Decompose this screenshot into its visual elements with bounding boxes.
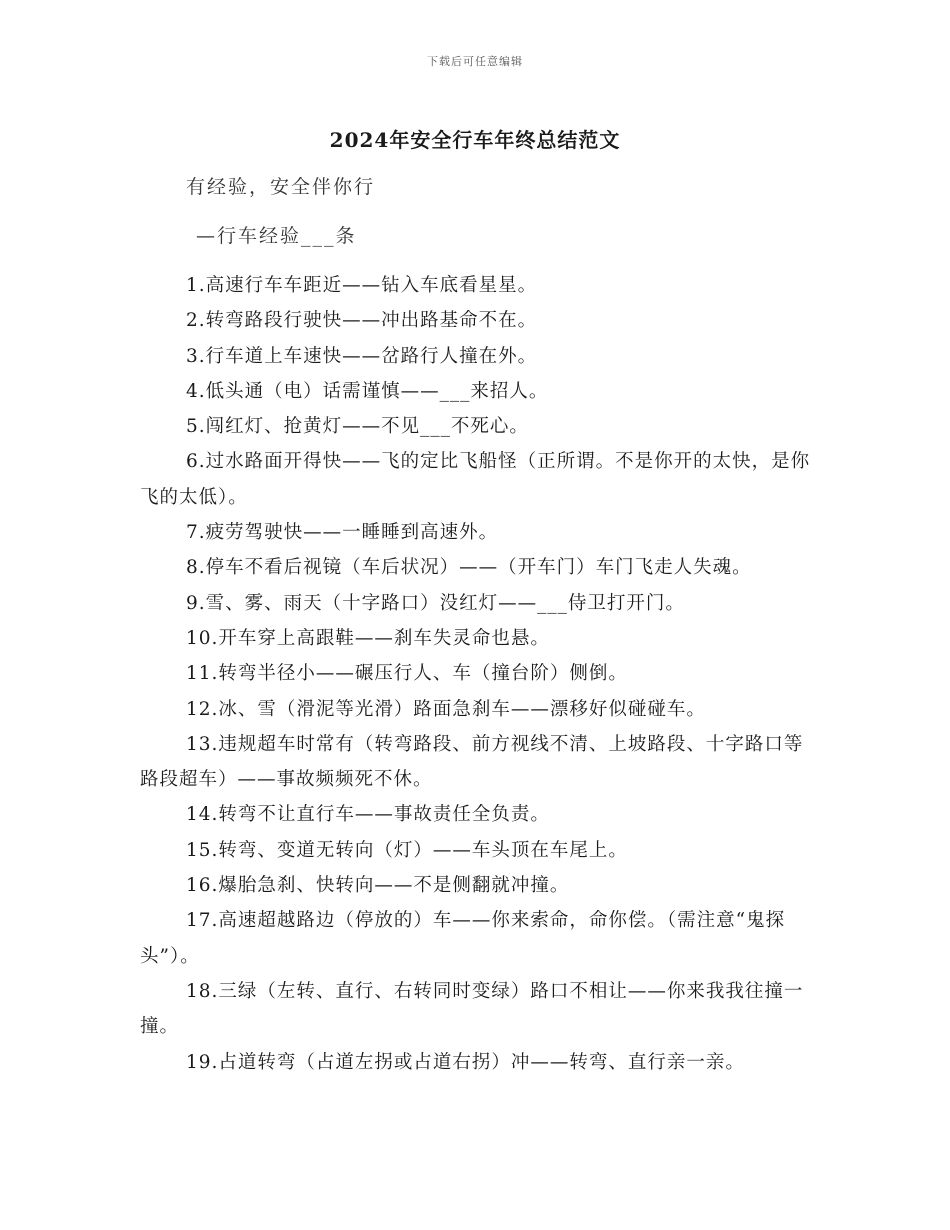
list-item: 16.爆胎急刹、快转向——不是侧翻就冲撞。 (186, 875, 570, 897)
document-title: 2024年安全行车年终总结范文 (329, 128, 621, 152)
list-item: 12.冰、雪（滑泥等光滑）路面急刹车——漂移好似碰碰车。 (186, 698, 706, 720)
list-item: 5.闯红灯、抢黄灯——不见___不死心。 (186, 416, 529, 438)
list-item: 4.低头通（电）话需谨慎——___来招人。 (186, 380, 549, 402)
list-item: 8.停车不看后视镜（车后状况）——（开车门）车门飞走人失魂。 (186, 557, 752, 579)
list-item: 15.转弯、变道无转向（灯）——车头顶在车尾上。 (186, 839, 628, 861)
list-item: 2.转弯路段行驶快——冲出路基命不在。 (186, 310, 538, 332)
list-item: 7.疲劳驾驶快——一睡睡到高速外。 (186, 522, 499, 544)
subtitle-primary: 有经验，安全伴你行 (186, 176, 376, 198)
header-note: 下载后可任意编辑 (427, 55, 523, 68)
list-item: 13.违规超车时常有（转弯路段、前方视线不清、上坡路段、十字路口等路段超车）——事故频频死不休。 (140, 733, 804, 791)
list-item: 18.三绿（左转、直行、右转同时变绿）路口不相让——你来我我往撞一撞。 (140, 980, 804, 1038)
list-item: 3.行车道上车速快——岔路行人撞在外。 (186, 345, 538, 367)
list-item: 17.高速超越路边（停放的）车——你来索命，命你偿。（需注意“鬼探头”）。 (140, 910, 786, 967)
subtitle-secondary: —行车经验___条 (196, 225, 357, 247)
list-item: 10.开车穿上高跟鞋——刹车失灵命也悬。 (186, 627, 550, 649)
list-item: 14.转弯不让直行车——事故责任全负责。 (186, 804, 550, 826)
tips-list (140, 268, 812, 1080)
list-item: 1.高速行车车距近——钻入车底看星星。 (186, 275, 538, 296)
list-item: 11.转弯半径小——碾压行人、车（撞台阶）侧倒。 (186, 663, 628, 685)
list-item: 19.占道转弯（占道左拐或占道右拐）冲——转弯、直行亲一亲。 (186, 1051, 745, 1073)
list-item: 9.雪、雾、雨天（十字路口）没红灯——___侍卫打开门。 (186, 592, 685, 614)
list-item: 6.过水路面开得快——飞的定比飞船怪（正所谓。不是你开的太快，是你飞的太低）。 (140, 451, 811, 508)
